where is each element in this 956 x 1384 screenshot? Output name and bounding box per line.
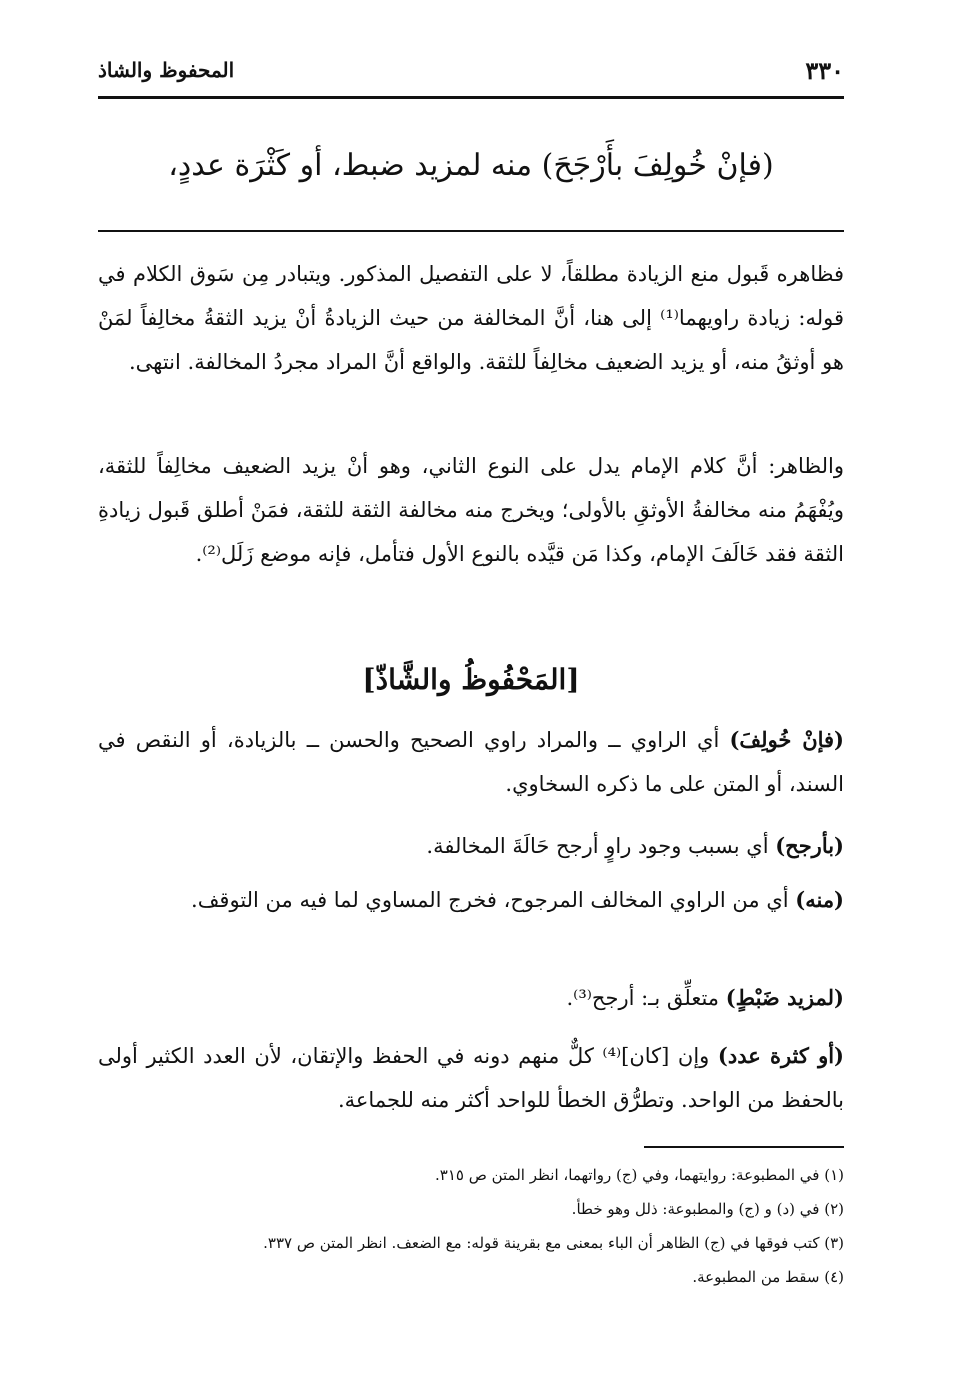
commentary-paragraph-4 [98, 976, 844, 1020]
commentary-text: متعلِّق بـ: أرجح⁽³⁾. [566, 986, 726, 1010]
commentary-paragraph-5 [98, 1034, 844, 1122]
page-header [98, 56, 844, 88]
commentary-lemma: (بأرجح) [775, 833, 844, 858]
section-heading: [المَحْفُوظُ والشَّاذّ] [362, 663, 580, 696]
matn-text: (فإنْ خُولِفَ بأَرْجَحَ) منه لمزيد ضبط، أو كَثْرَة عددٍ، [168, 148, 774, 183]
body-paragraph-1: فظاهره قَبول منع الزيادة مطلقاً، لا على التفصيل المذكور. ويتبادر مِن سَوق الكلام في قوله: زيادة راويهما⁽¹⁾ إلى هنا، أنَّ المخالفة من حيث الزيادةُ أنْ يزيد الثقةُ مخالِفاً لمَنْ هو أوثقُ منه، أو يزيد الضعيف مخالِفاً للثقة. والواقع أنَّ المراد مجردُ المخالفة. انتهى. [98, 262, 845, 374]
footnote-2: (٢) في (د) و (ج) والمطبوعة: ذلل وهو خطأ. [571, 1200, 844, 1218]
commentary-paragraph-3 [98, 878, 844, 922]
commentary-text: وإن [كان]⁽⁴⁾ كلٌّ منهم دونه في الحفظ والإتقان، لأن العدد الكثير أولى بالحفظ من الواحد. وتطرُّق الخطأ للواحد أكثر منه للجماعة. [98, 1044, 844, 1112]
commentary-text: أي بسبب وجود راوٍ أرجح حَالَةَ المخالفة. [426, 834, 776, 858]
commentary-paragraph-2 [98, 824, 844, 868]
footnote-separator [644, 1146, 844, 1148]
running-title: المحفوظ والشاذ [98, 58, 235, 82]
matn-separator [98, 230, 844, 232]
footnotes-list [98, 1158, 844, 1294]
commentary-lemma: (أو كثرة عدد) [717, 1043, 844, 1068]
footnote-4: (٤) سقط من المطبوعة. [692, 1268, 844, 1286]
commentary-text: أي من الراوي المخالف المرجوح، فخرج المساوي لما فيه من التوقف. [191, 888, 796, 912]
footnote-1: (١) في المطبوعة: روايتهما، وفي (ج) رواتهما، انظر المتن ص ٣١٥. [434, 1166, 844, 1184]
commentary-lemma: (لمزيد ضَبْطٍ) [725, 985, 844, 1010]
commentary-paragraph-1 [98, 718, 844, 806]
header-rule [98, 96, 844, 99]
commentary-lemma: (فإنْ خُولِفَ) [729, 727, 844, 752]
commentary-lemma: (منه) [795, 887, 844, 912]
body-paragraph-2: والظاهر: أنَّ كلام الإمام يدل على النوع الثاني، وهو أنْ يزيد الضعيف مخالِفاً للثقة، ويُفْهَمُ منه مخالفةُ الأوثقِ بالأولى؛ ويخرج منه مخالفة الثقة للثقة، فمَنْ أطلق قَبول زيادةِ الثقة فقد خَالَفَ الإمام، وكذا مَن قيَّده بالنوع الأول فتأمل، فإنه موضع زَلَل⁽²⁾. [98, 454, 844, 566]
page-number: ٣٣٠ [805, 56, 844, 85]
footnote-3: (٣) كتب فوقها في (ج) الظاهر أن الباء بمعنى مع بقرينة قوله: مع الضعف. انظر المتن ص ٣٣٧. [263, 1234, 844, 1252]
commentary-text: أي الراوي ــ والمراد راوي الصحيح والحسن ــ بالزيادة، أو النقص في السند، أو المتن على ما ذكره السخاوي. [98, 728, 844, 796]
